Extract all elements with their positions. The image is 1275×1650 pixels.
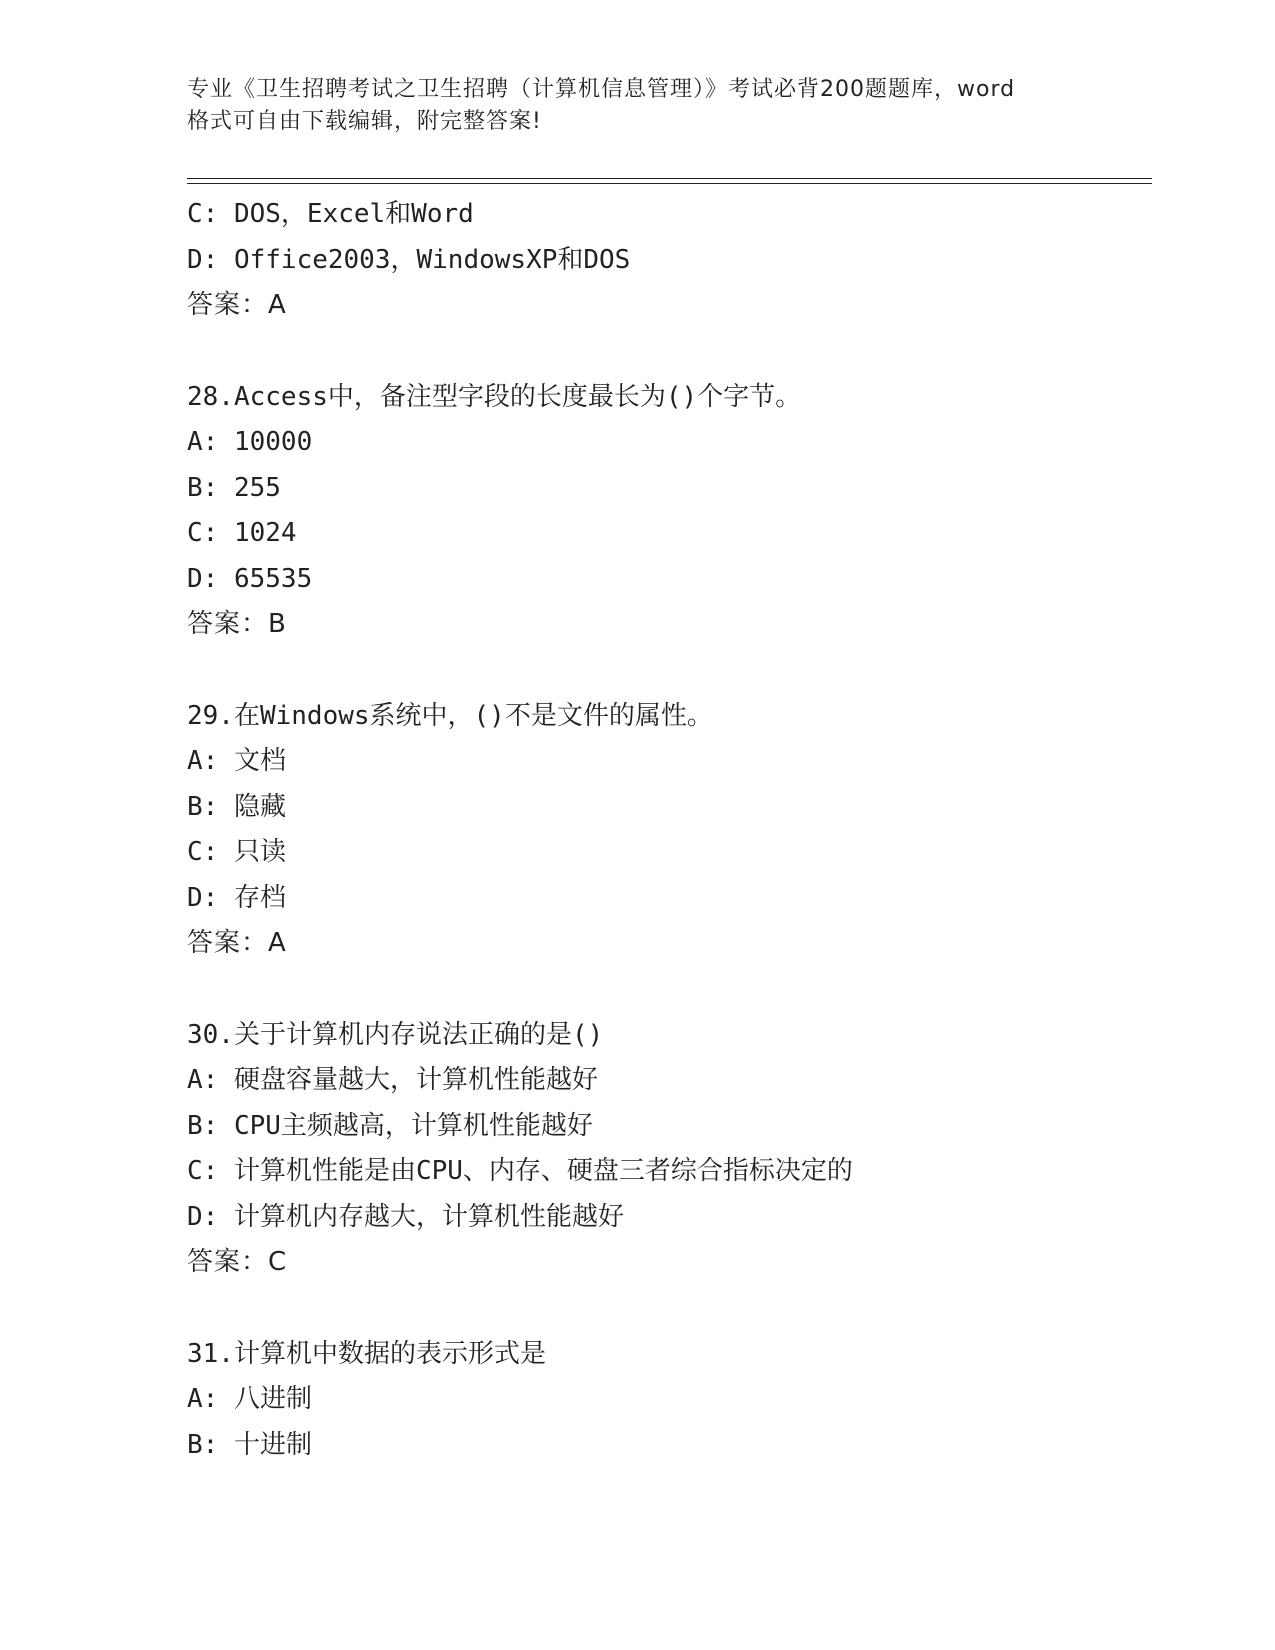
header-divider-bottom	[187, 183, 1152, 184]
option-c: C: 计算机性能是由CPU、内存、硬盘三者综合指标决定的	[187, 1156, 853, 1186]
question-text: 28.Access中，备注型字段的长度最长为()个字节。	[187, 381, 802, 412]
question-text: 29.在Windows系统中，()不是文件的属性。	[187, 700, 713, 731]
question-block	[187, 1332, 1147, 1469]
question-block	[187, 375, 1147, 648]
header-line-2: 格式可自由下载编辑，附完整答案!	[187, 109, 542, 134]
option-c: C: 1024	[187, 518, 297, 548]
option-b: B: CPU主频越高，计算机性能越好	[187, 1110, 593, 1141]
option-d: D: 65535	[187, 563, 313, 594]
option-a: A: 文档	[187, 746, 286, 776]
option-d: D: 计算机内存越大，计算机性能越好	[187, 1201, 624, 1232]
answer-line: 答案：C	[187, 1247, 288, 1277]
option-c: C: DOS，Excel和Word	[187, 199, 474, 229]
question-text: 31.计算机中数据的表示形式是	[187, 1338, 546, 1369]
block-spacer	[187, 329, 1147, 375]
question-block	[187, 1013, 1147, 1286]
option-b: B: 255	[187, 472, 281, 503]
option-c: C: 只读	[187, 837, 286, 867]
question-block	[187, 694, 1147, 967]
block-spacer	[187, 1286, 1147, 1332]
question-text: 30.关于计算机内存说法正确的是()	[187, 1019, 604, 1050]
question-block	[187, 192, 1147, 329]
option-d: D: Office2003，WindowsXP和DOS	[187, 244, 631, 275]
document-header	[187, 74, 1087, 138]
question-list	[187, 192, 1147, 1468]
block-spacer	[187, 648, 1147, 694]
option-d: D: 存档	[187, 882, 286, 913]
option-a: A: 硬盘容量越大，计算机性能越好	[187, 1065, 598, 1095]
option-a: A: 10000	[187, 427, 313, 457]
answer-line: 答案：A	[187, 928, 287, 958]
option-b: B: 隐藏	[187, 791, 286, 822]
header-line-1: 专业《卫生招聘考试之卫生招聘（计算机信息管理）》考试必背200题题库，word	[187, 77, 1016, 102]
option-b: B: 十进制	[187, 1429, 312, 1460]
header-divider-top	[187, 178, 1152, 179]
answer-line: 答案：A	[187, 290, 287, 320]
answer-line: 答案：B	[187, 609, 287, 639]
block-spacer	[187, 967, 1147, 1013]
option-a: A: 八进制	[187, 1384, 312, 1414]
